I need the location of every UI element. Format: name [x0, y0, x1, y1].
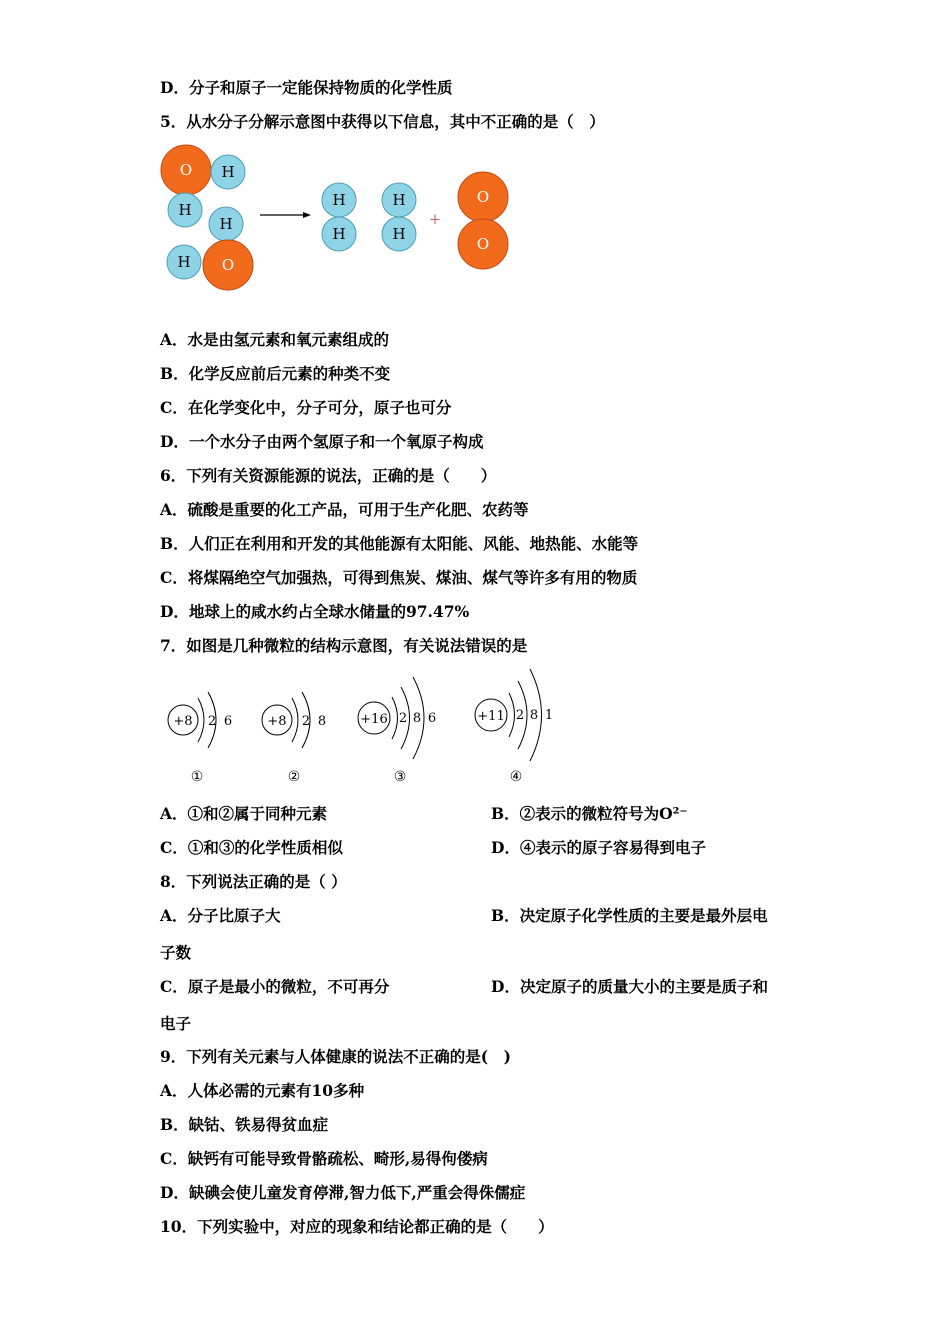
shell-count: 8: [529, 708, 539, 723]
q7-option-c: C．①和③的化学性质相似: [160, 838, 343, 857]
q5-option-c: C．在化学变化中，分子可分，原子也可分: [160, 398, 452, 417]
q6-stem: 6．下列有关资源能源的说法，正确的是（ ）: [160, 466, 497, 485]
q9-option-c: C．缺钙有可能导致骨骼疏松、畸形,易得佝偻病: [160, 1149, 488, 1168]
q5-option-d: D．一个水分子由两个氢原子和一个氧原子构成: [160, 432, 484, 451]
q9-stem: 9．下列有关元素与人体健康的说法不正确的是( ): [160, 1047, 511, 1066]
q8-option-a: A．分子比原子大: [160, 906, 281, 925]
q8-option-d-line1: D．决定原子的质量大小的主要是质子和: [491, 977, 768, 996]
nucleus-charge: +16: [360, 712, 388, 727]
arrow-head-icon: [303, 212, 311, 218]
q8-stem: 8．下列说法正确的是（ ）: [160, 872, 347, 891]
particle-label: ④: [509, 769, 523, 785]
q7-option-d: D．④表示的原子容易得到电子: [491, 838, 706, 857]
plus-sign: +: [428, 210, 442, 228]
shell-count: 6: [223, 714, 233, 729]
q8-option-c: C．原子是最小的微粒，不可再分: [160, 977, 390, 996]
particle-3: [358, 677, 436, 785]
q9-option-a: A．人体必需的元素有10多种: [160, 1081, 365, 1100]
atom-label: H: [221, 163, 235, 181]
shell-count: 2: [398, 711, 408, 726]
q10-stem: 10．下列实验中，对应的现象和结论都正确的是（ ）: [160, 1217, 554, 1236]
particle-structure-diagram: [160, 665, 560, 790]
atom-label: H: [392, 225, 406, 243]
nucleus-charge: +11: [477, 709, 505, 724]
atom-label: H: [177, 253, 191, 271]
atom-label: O: [221, 256, 235, 274]
atom-label: H: [219, 215, 233, 233]
atom-label: O: [179, 161, 193, 179]
q4-option-d: D．分子和原子一定能保持物质的化学性质: [160, 78, 453, 97]
particle-1: [168, 692, 232, 785]
q6-option-d: D．地球上的咸水约占全球水储量的97.47%: [160, 602, 470, 621]
particle-2: [262, 692, 326, 785]
q8-option-b-line1: B．决定原子化学性质的主要是最外层电: [491, 906, 768, 925]
atom-label: H: [178, 201, 192, 219]
q9-option-b: B．缺钴、铁易得贫血症: [160, 1115, 329, 1134]
q7-option-b: B．②表示的微粒符号为O²⁻: [491, 804, 688, 823]
q7-option-a: A．①和②属于同种元素: [160, 804, 328, 823]
shell-count: 2: [207, 714, 217, 729]
particle-label: ③: [393, 769, 407, 785]
q6-option-b: B．人们正在利用和开发的其他能源有太阳能、风能、地热能、水能等: [160, 534, 639, 553]
q8-option-b-line2: 子数: [160, 943, 192, 962]
particle-label: ②: [287, 769, 301, 785]
particle-4: [475, 669, 553, 785]
shell-count: 1: [544, 708, 554, 723]
q6-option-a: A．硫酸是重要的化工产品，可用于生产化肥、农药等: [160, 500, 529, 519]
q9-option-d: D．缺碘会使儿童发育停滞,智力低下,严重会得侏儒症: [160, 1183, 526, 1202]
q5-option-a: A．水是由氢元素和氧元素组成的: [160, 330, 390, 349]
q8-option-d-line2: 电子: [160, 1014, 192, 1033]
atom-label: H: [332, 191, 346, 209]
shell-count: 8: [412, 711, 422, 726]
particle-label: ①: [190, 769, 204, 785]
q6-option-c: C．将煤隔绝空气加强热，可得到焦炭、煤油、煤气等许多有用的物质: [160, 568, 638, 587]
atom-label: H: [392, 191, 406, 209]
atom-label: H: [332, 225, 346, 243]
shell-count: 8: [317, 714, 327, 729]
q5-stem: 5．从水分子分解示意图中获得以下信息，其中不正确的是（ ）: [160, 112, 605, 131]
atom-label: O: [476, 188, 490, 206]
shell-count: 2: [301, 714, 311, 729]
atom-label: O: [476, 235, 490, 253]
q5-option-b: B．化学反应前后元素的种类不变: [160, 364, 391, 383]
water-decomposition-diagram: [155, 140, 525, 290]
nucleus-charge: +8: [173, 714, 193, 729]
q7-stem: 7．如图是几种微粒的结构示意图，有关说法错误的是: [160, 636, 528, 655]
shell-count: 6: [427, 711, 437, 726]
nucleus-charge: +8: [267, 714, 287, 729]
shell-count: 2: [515, 708, 525, 723]
